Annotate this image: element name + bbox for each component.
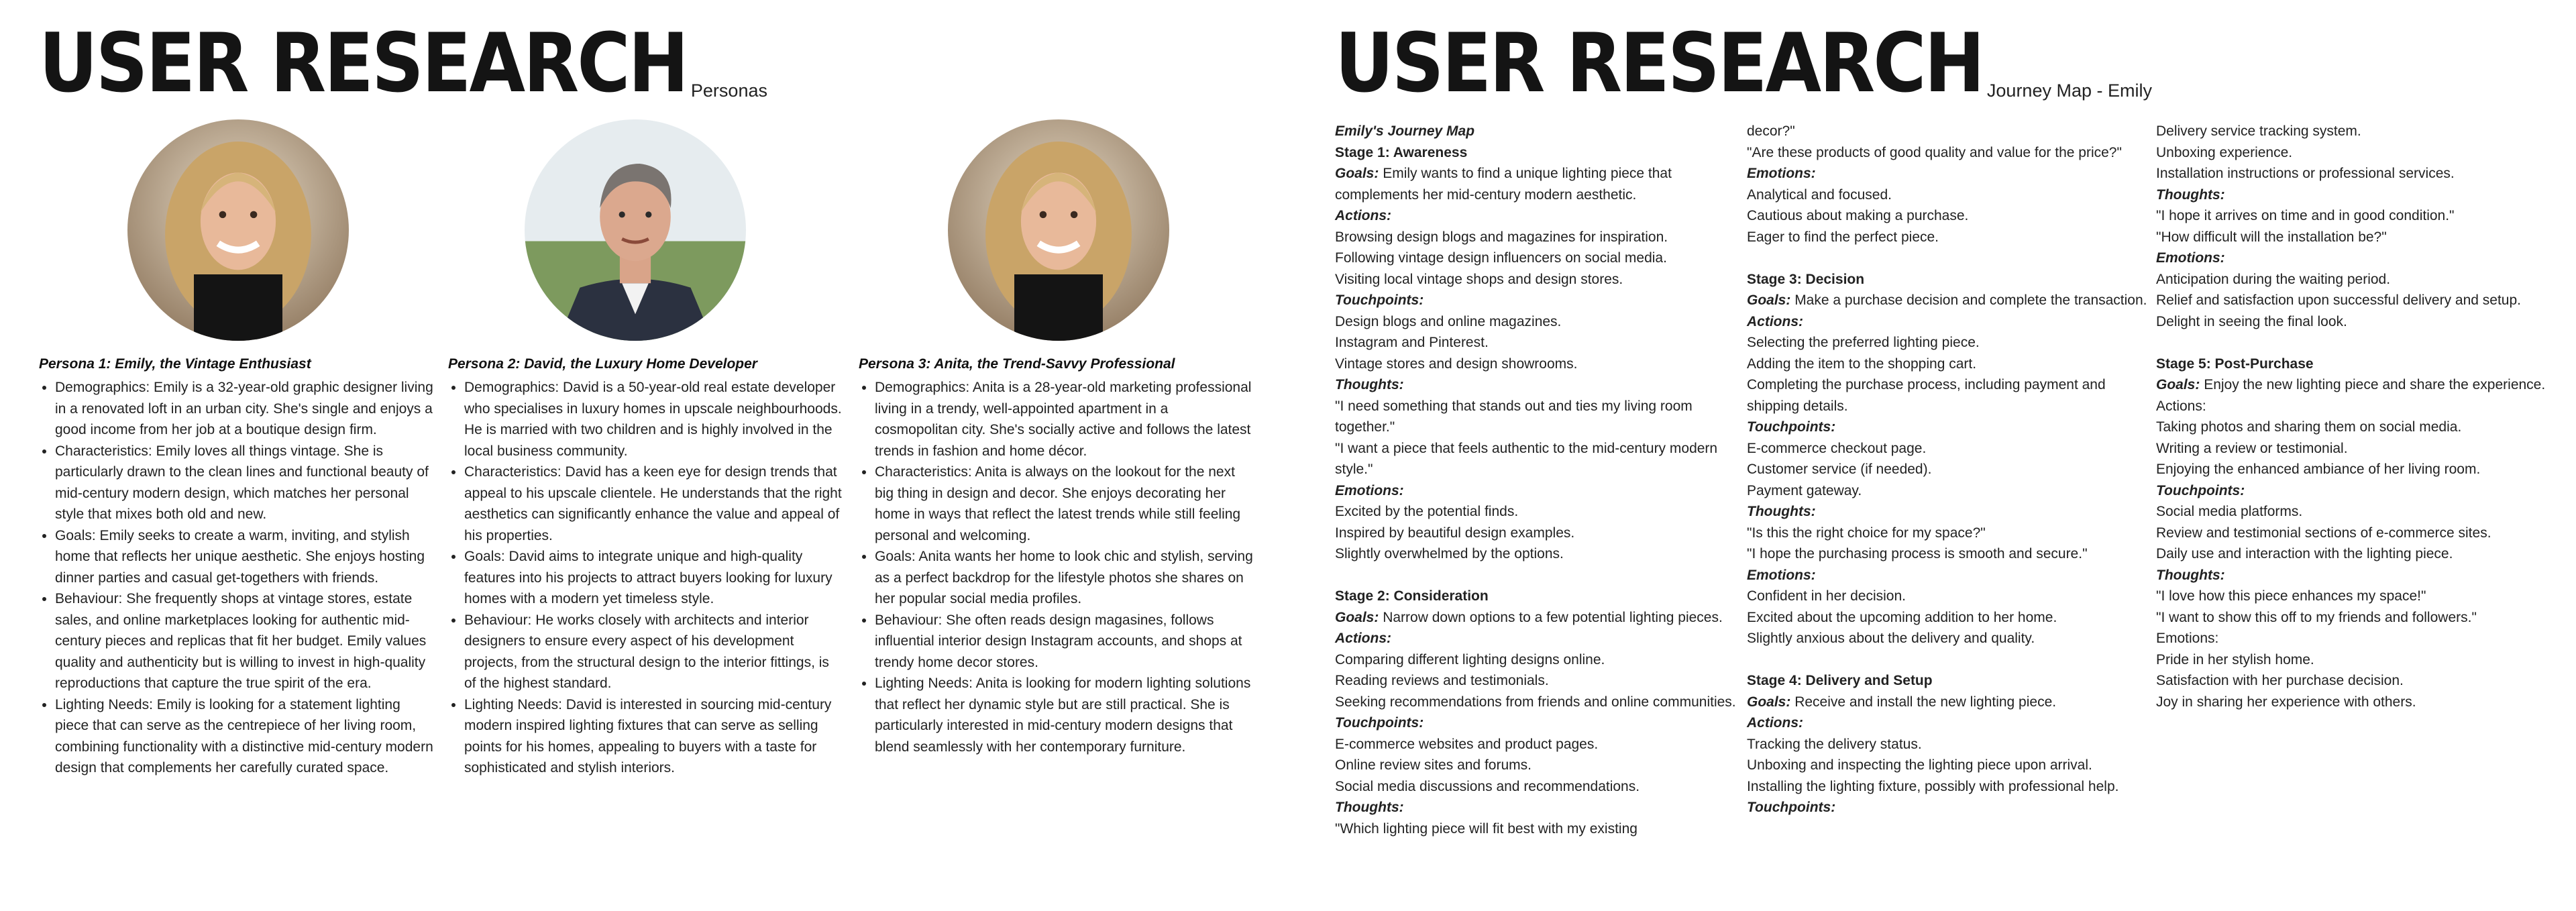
journey-item: "I need something that stands out and ties my living room together.": [1335, 398, 1693, 435]
persona-lighting-needs: • Lighting Needs: Emily is looking for a statement lighting piece that can serve as the centrepiece of her living room, combining functionality with a distinctive mid-century modern design that complements her carefully curated space.: [55, 694, 435, 779]
portrait-blonde-woman-icon: [948, 119, 1169, 341]
goals-text: Narrow down options to a few potential lighting pieces.: [1379, 609, 1723, 625]
persona-behaviour: • Behaviour: He works closely with architects and interior designers to ensure every aspect of his development projects, from the structural design to the interior fittings, is of the highest standard.: [464, 610, 844, 694]
journey-item: Pride in her stylish home.: [2156, 651, 2314, 667]
section-label: Touchpoints:: [1335, 292, 1424, 308]
journey-item: "Is this the right choice for my space?": [1747, 525, 1986, 541]
persona-emily: [39, 356, 435, 779]
journey-item: Daily use and interaction with the lighting piece.: [2156, 546, 2453, 561]
section-spacer: [1747, 248, 2149, 269]
journey-map-panel: [1335, 0, 2576, 911]
journey-item: "I want to show this off to my friends and followers.": [2156, 609, 2477, 625]
persona-david: [448, 356, 844, 779]
journey-item: Unboxing and inspecting the lighting piece upon arrival.: [1747, 757, 2092, 773]
stage-heading: Stage 1: Awareness: [1335, 144, 1468, 160]
stage-heading: Stage 5: Post-Purchase: [2156, 356, 2314, 372]
persona-behaviour: • Behaviour: She frequently shops at vintage stores, estate sales, and online marketplaces looking for authentic mid-century pieces and replicas that fit her budget. Emily values quality and authenticity but is willing to invest in high-quality reproductions that capture the true spirit of the era.: [55, 588, 435, 694]
journey-item: Anticipation during the waiting period.: [2156, 271, 2391, 287]
persona-goals: • Goals: Anita wants her home to look chic and stylish, serving as a perfect backdrop for the lifestyle photos she shares on her popular social media profiles.: [875, 546, 1254, 610]
avatar-emily: [127, 119, 349, 341]
stage-goals: [1747, 290, 2149, 311]
stage-goals: [1747, 692, 2149, 713]
stage-goals: [2156, 374, 2559, 396]
goals-text: Enjoy the new lighting piece and share the experience.: [2200, 377, 2546, 392]
persona-goals: • Goals: David aims to integrate unique and high-quality features into his projects to attract buyers looking for luxury homes with a modern yet timeless style.: [464, 546, 844, 610]
section-label: Actions:: [1335, 631, 1391, 646]
journey-column-2: [1747, 121, 2149, 818]
journey-item: Cautious about making a purchase.: [1747, 208, 1969, 223]
avatar-anita: [948, 119, 1169, 341]
section-label: Thoughts:: [1335, 800, 1404, 815]
section-label: Thoughts:: [1335, 377, 1404, 392]
section-label: Touchpoints:: [1335, 715, 1424, 731]
section-label: Emotions:: [1747, 567, 1816, 583]
journey-item: "Are these products of good quality and value for the price?": [1747, 144, 2122, 160]
journey-item: Slightly anxious about the delivery and quality.: [1747, 631, 2035, 646]
persona-lighting-needs: • Lighting Needs: David is interested in sourcing mid-century modern inspired lighting fixtures that can serve as selling points for his homes, appealing to buyers with a taste for sophisticated and stylish interiors.: [464, 694, 844, 779]
section-label: Touchpoints:: [2156, 482, 2245, 498]
section-label: Thoughts:: [2156, 567, 2225, 583]
journey-column-3: [2156, 121, 2559, 712]
goals-label: Goals:: [1747, 694, 1791, 710]
goals-label: Goals:: [2156, 377, 2200, 392]
persona-characteristics: • Characteristics: Anita is always on the lookout for the next big thing in design and decor. She enjoys decorating her home in ways that reflect the latest trends while still feeling personal and welcoming.: [875, 462, 1254, 546]
journey-item: Review and testimonial sections of e-commerce sites.: [2156, 525, 2491, 541]
journey-item: Online review sites and forums.: [1335, 757, 1532, 773]
persona-demographics: • Demographics: Anita is a 28-year-old marketing professional living in a trendy, well-appointed apartment in a cosmopolitan city. She's socially active and follows the latest trends in fashion and home décor.: [875, 377, 1254, 462]
stage-goals: [1335, 607, 1737, 629]
journey-item: E-commerce websites and product pages.: [1335, 736, 1599, 752]
persona-details: [859, 377, 1254, 757]
journey-item: Unboxing experience.: [2156, 144, 2293, 160]
section-label: Actions:: [1335, 208, 1391, 223]
persona-details: [39, 377, 435, 779]
journey-item: Seeking recommendations from friends and online communities.: [1335, 694, 1736, 710]
journey-item: "How difficult will the installation be?": [2156, 229, 2387, 245]
journey-item: Analytical and focused.: [1747, 186, 1892, 203]
section-spacer: [1335, 565, 1737, 586]
persona-anita: [859, 356, 1254, 757]
personas-header: [39, 16, 767, 111]
journey-header: [1335, 16, 2152, 111]
journey-item: Joy in sharing her experience with others.: [2156, 694, 2416, 710]
journey-column-1: [1335, 121, 1737, 839]
journey-item: Social media platforms.: [2156, 504, 2303, 519]
section-label: Thoughts:: [2156, 186, 2225, 203]
journey-item: Social media discussions and recommendations.: [1335, 778, 1640, 794]
journey-item: "I love how this piece enhances my space!": [2156, 588, 2426, 604]
journey-item: Tracking the delivery status.: [1747, 736, 1922, 752]
journey-item: Excited about the upcoming addition to her home.: [1747, 609, 2057, 625]
journey-item: Reading reviews and testimonials.: [1335, 673, 1549, 688]
section-label: Touchpoints:: [1747, 419, 1836, 435]
persona-name: Persona 2: David, the Luxury Home Developer: [448, 356, 757, 372]
journey-item: Instagram and Pinterest.: [1335, 335, 1489, 350]
journey-item: "I hope the purchasing process is smooth and secure.": [1747, 546, 2088, 561]
journey-item: Eager to find the perfect piece.: [1747, 229, 1939, 245]
page-title: USER RESEARCH: [39, 16, 687, 111]
journey-item: Installing the lighting fixture, possibly with professional help.: [1747, 778, 2119, 794]
journey-item: Completing the purchase process, including payment and shipping details.: [1747, 377, 2106, 414]
journey-item: Enjoying the enhanced ambiance of her living room.: [2156, 462, 2481, 477]
journey-item: Delight in seeing the final look.: [2156, 313, 2347, 329]
persona-behaviour: • Behaviour: She often reads design magasines, follows influential interior design Instagram accounts, and shops at trendy home decor stores.: [875, 610, 1254, 674]
section-spacer: [2156, 332, 2559, 354]
goals-text: Emily wants to find a unique lighting piece that complements her mid-century modern aesthetic.: [1335, 166, 1672, 203]
journey-item: Customer service (if needed).: [1747, 462, 1932, 477]
goals-label: Goals:: [1335, 609, 1379, 625]
persona-demographics: • Demographics: Emily is a 32-year-old graphic designer living in a renovated loft in an urban city. She's single and enjoys a good income from her job at a boutique design firm.: [55, 377, 435, 441]
journey-item: Confident in her decision.: [1747, 588, 1906, 604]
section-label: Actions:: [1747, 313, 1803, 329]
stage-goals: [1335, 163, 1737, 205]
journey-item: decor?": [1747, 123, 1795, 139]
section-label: Actions:: [1747, 715, 1803, 731]
persona-lighting-needs: • Lighting Needs: Anita is looking for modern lighting solutions that reflect her dynamic style but are still practical. She is particularly interested in mid-century modern designs that blend seamlessly with her contemporary furniture.: [875, 673, 1254, 757]
stage-heading: Stage 2: Consideration: [1335, 588, 1489, 604]
page-subtitle: Personas: [690, 81, 767, 101]
section-label: Touchpoints:: [1747, 800, 1836, 815]
section-label: Emotions:: [1747, 166, 1816, 181]
journey-item: Design blogs and online magazines.: [1335, 313, 1562, 329]
journey-item: Comparing different lighting designs online.: [1335, 651, 1605, 667]
goals-text: Make a purchase decision and complete the transaction.: [1790, 292, 2147, 308]
goals-text: Receive and install the new lighting piece.: [1790, 694, 2057, 710]
journey-item: Inspired by beautiful design examples.: [1335, 525, 1575, 541]
journey-item: Actions:: [2156, 398, 2206, 414]
journey-item: Selecting the preferred lighting piece.: [1747, 335, 1980, 350]
portrait-man-suit-icon: [525, 119, 746, 341]
portrait-blonde-woman-icon: [127, 119, 349, 341]
page-title: USER RESEARCH: [1335, 16, 1983, 111]
stage-heading: Stage 3: Decision: [1747, 271, 1865, 287]
journey-item: Emotions:: [2156, 631, 2219, 646]
journey-item: "I hope it arrives on time and in good condition.": [2156, 208, 2455, 223]
journey-item: Excited by the potential finds.: [1335, 504, 1519, 519]
stage-heading: Stage 4: Delivery and Setup: [1747, 673, 1933, 688]
journey-item: Installation instructions or professional services.: [2156, 166, 2455, 181]
journey-item: Payment gateway.: [1747, 482, 1862, 498]
section-label: Thoughts:: [1747, 504, 1816, 519]
journey-item: Browsing design blogs and magazines for inspiration.: [1335, 229, 1668, 245]
journey-item: Vintage stores and design showrooms.: [1335, 356, 1578, 372]
journey-item: Slightly overwhelmed by the options.: [1335, 546, 1564, 561]
persona-demographics: • Demographics: David is a 50-year-old real estate developer who specialises in luxury homes in upscale neighbourhoods. He is married with two children and is highly involved in the local business community.: [464, 377, 844, 462]
persona-characteristics: • Characteristics: Emily loves all things vintage. She is particularly drawn to the clean lines and functional beauty of mid-century modern design, which matches her personal style that mixes both old and new.: [55, 441, 435, 525]
journey-item: Satisfaction with her purchase decision.: [2156, 673, 2404, 688]
journey-item: Visiting local vintage shops and design stores.: [1335, 271, 1623, 287]
page-subtitle: Journey Map - Emily: [1986, 81, 2152, 101]
journey-item: "I want a piece that feels authentic to the mid-century modern style.": [1335, 440, 1718, 477]
persona-details: [448, 377, 844, 779]
section-label: Emily's Journey Map: [1335, 123, 1475, 139]
journey-item: Taking photos and sharing them on social media.: [2156, 419, 2462, 435]
journey-item: Adding the item to the shopping cart.: [1747, 356, 1977, 372]
goals-label: Goals:: [1335, 166, 1379, 181]
persona-goals: • Goals: Emily seeks to create a warm, inviting, and stylish home that reflects her unique aesthetic. She enjoys hosting dinner parties and casual get-togethers with friends.: [55, 525, 435, 589]
persona-name: Persona 3: Anita, the Trend-Savvy Professional: [859, 356, 1175, 372]
goals-label: Goals:: [1747, 292, 1791, 308]
journey-item: Delivery service tracking system.: [2156, 123, 2361, 139]
journey-item: E-commerce checkout page.: [1747, 440, 1927, 456]
avatar-david: [525, 119, 746, 341]
section-label: Emotions:: [1335, 482, 1404, 498]
persona-characteristics: • Characteristics: David has a keen eye for design trends that appeal to his upscale clientele. He understands that the right aesthetics can significantly enhance the value and appeal of his properties.: [464, 462, 844, 546]
section-spacer: [1747, 649, 2149, 671]
journey-item: "Which lighting piece will fit best with my existing: [1335, 820, 1638, 837]
journey-item: Writing a review or testimonial.: [2156, 440, 2348, 456]
section-label: Emotions:: [2156, 250, 2225, 266]
persona-name: Persona 1: Emily, the Vintage Enthusiast: [39, 356, 311, 372]
journey-item: Following vintage design influencers on social media.: [1335, 250, 1667, 266]
journey-item: Relief and satisfaction upon successful delivery and setup.: [2156, 292, 2521, 308]
